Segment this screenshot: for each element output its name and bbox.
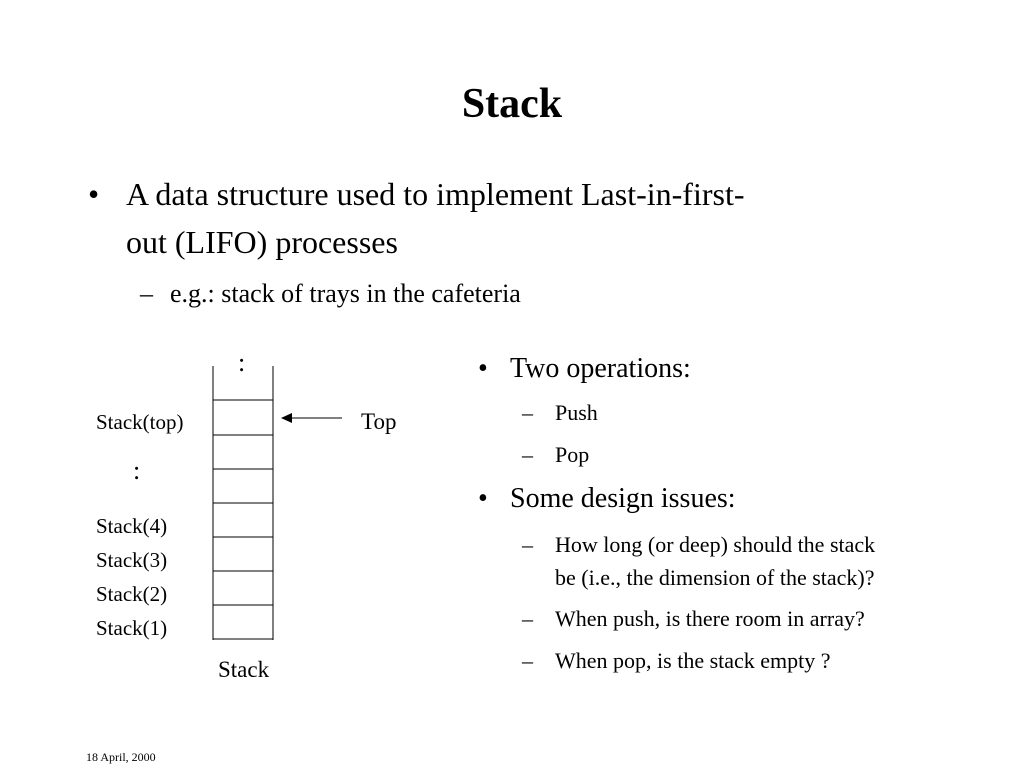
sub-bullet-marker: – <box>140 279 153 308</box>
bullet-marker: • <box>478 483 488 514</box>
ellipsis-mid: : <box>133 456 141 485</box>
dash-marker: – <box>522 606 533 631</box>
operation-push: Push <box>555 400 598 425</box>
dash-marker: – <box>522 442 533 467</box>
dash-marker: – <box>522 532 533 557</box>
issue-push-room: When push, is there room in array? <box>555 606 865 631</box>
arrow-head <box>281 413 292 423</box>
dash-marker: – <box>522 400 533 425</box>
label-top-pointer: Top <box>361 409 397 434</box>
label-stack-top: Stack(top) <box>96 410 184 434</box>
ellipsis-top: : <box>238 348 246 377</box>
label-stack-2: Stack(2) <box>96 582 168 606</box>
bullet-main-line2: out (LIFO) processes <box>126 224 398 260</box>
stack-caption: Stack <box>218 657 270 682</box>
bullet-main-line1: A data structure used to implement Last-in-first- <box>126 176 745 212</box>
bullet-marker: • <box>88 176 100 212</box>
slide-title: Stack <box>461 81 563 127</box>
design-issues-heading: Some design issues: <box>510 483 736 514</box>
label-stack-1: Stack(1) <box>96 616 168 640</box>
footer-date: 18 April, 2000 <box>86 750 156 764</box>
issue-depth-line2: be (i.e., the dimension of the stack)? <box>555 565 875 590</box>
issue-depth-line1: How long (or deep) should the stack <box>555 532 876 557</box>
sub-bullet-example: e.g.: stack of trays in the cafeteria <box>170 279 521 308</box>
two-operations-heading: Two operations: <box>510 353 691 384</box>
operation-pop: Pop <box>555 442 590 467</box>
label-stack-4: Stack(4) <box>96 514 168 538</box>
issue-pop-empty: When pop, is the stack empty ? <box>555 648 831 673</box>
dash-marker: – <box>522 648 533 673</box>
label-stack-3: Stack(3) <box>96 548 168 572</box>
bullet-marker: • <box>478 353 488 384</box>
